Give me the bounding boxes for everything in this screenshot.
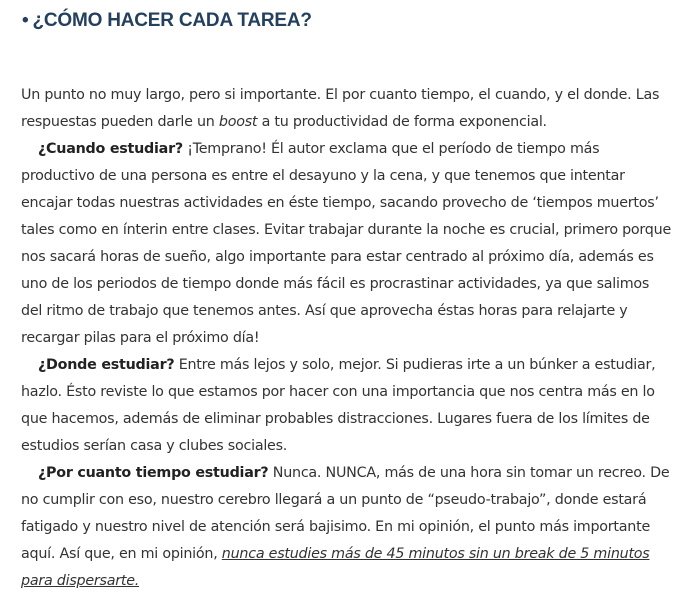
article-body [21, 82, 673, 595]
cuanto-question: ¿Por cuanto tiempo estudiar? [38, 465, 269, 481]
intro-boost-word: boost [218, 114, 258, 130]
cuanto-paragraph [21, 460, 673, 595]
intro-paragraph [21, 82, 673, 136]
cuanto-text: Nunca. NUNCA, más de una hora sin tomar un recreo. De no cumplir con eso, nuestro cerebro llegará a un punto de “pseudo-trabajo”, donde estará fatigado y nuestro nivel de atención será bajisimo. En mi opinión, el punto más importante aquí. Así que, en mi opinión, [21, 465, 670, 562]
cuando-text: ¡Temprano! Él autor exclama que el período de tiempo más productivo de una persona es entre el desayuno y la cena, y que tenemos que intentar encajar todas nuestras actividades en éste tiempo, sacando provecho de ‘tiempos muertos’ tales como en ínterin entre clases. Evitar trabajar durante la noche es crucial, primero porque nos sacará horas de sueño, algo importante para estar centrado al próximo día, además es uno de los periodos de tiempo donde más fácil es procrastinar actividades, ya que salimos del ritmo de trabajo que tenemos antes. Así que aprovecha éstas horas para relajarte y recargar pilas para el próximo día! [21, 141, 671, 346]
intro-text-start: Un punto no muy largo, pero si importante. El por cuanto tiempo, el cuando, y el donde. Las respuestas pueden darle un [21, 87, 660, 130]
donde-text: Entre más lejos y solo, mejor. Si pudieras irte a un búnker a estudiar, hazlo. Ésto reviste lo que estamos por hacer con una importancia que nos centra más en lo que hacemos, además de eliminar probables distracciones. Lugares fuera de los límites de estudios serían casa y clubes sociales. [21, 357, 656, 454]
heading-title: ¿CÓMO HACER CADA TAREA? [32, 10, 312, 31]
donde-paragraph [21, 352, 673, 460]
section-heading [22, 10, 312, 32]
intro-text-end: a tu productividad de forma exponencial. [257, 114, 547, 130]
cuando-paragraph [21, 136, 673, 352]
cuanto-emphasis-link[interactable]: nunca estudies más de 45 minutos sin un break de 5 minutos para dispersarte. [21, 546, 650, 589]
heading-bullet: • [22, 10, 29, 31]
cuando-question: ¿Cuando estudiar? [38, 141, 183, 157]
donde-question: ¿Donde estudiar? [38, 357, 175, 373]
